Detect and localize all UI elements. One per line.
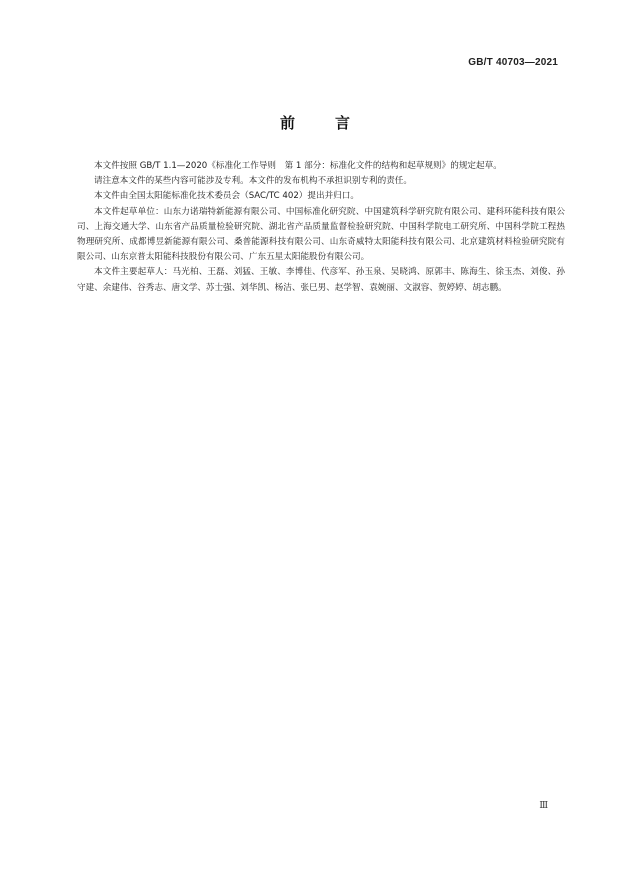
paragraph-drafting-rules: 本文件按照 GB/T 1.1—2020《标准化工作导则 第 1 部分：标准化文件的结构和起草规则》的规定起草。 xyxy=(94,161,502,171)
paragraph-proposer: 本文件由全国太阳能标准化技术委员会（SAC/TC 402）提出并归口。 xyxy=(94,191,359,202)
title-char-1: 前 xyxy=(279,114,295,132)
page-title xyxy=(0,112,630,133)
paragraph-patent-notice: 请注意本文件的某些内容可能涉及专利。本文件的发布机构不承担识别专利的责任。 xyxy=(94,176,412,187)
paragraph-drafting-units: 本文件起草单位：山东力诺瑞特新能源有限公司、中国标准化研究院、中国建筑科学研究院有限公司、建科环能科技有限公司、上海交通大学、山东省产品质量检验研究院、湖北省产品质量监督检验研究院、中国科学院电工研究所、中国科学院工程热物理研究所、成都博昱新能源有限公司、桑普能源科技有限公司、山东奇威特太阳能科技有限公司、北京建筑材料检验研究院有限公司、山东京普太阳能科技股份有限公司、广东五星太阳能股份有限公司。 xyxy=(77,206,565,263)
title-char-2: 言 xyxy=(335,114,351,132)
paragraph-drafters: 本文件主要起草人：马光柏、王磊、刘猛、王敏、李博佳、代彦军、孙玉泉、吴晓鸿、原郭丰、陈海生、徐玉杰、刘俊、孙守建、余建伟、谷秀志、唐文学、苏士强、刘华凯、杨洁、张巳男、赵学智、袁婉丽、文淑容、贺婷婷、胡志鹏。 xyxy=(77,267,565,293)
page-number: Ⅲ xyxy=(539,800,548,810)
foreword-body xyxy=(77,159,565,296)
standard-code: GB/T 40703—2021 xyxy=(468,57,558,68)
